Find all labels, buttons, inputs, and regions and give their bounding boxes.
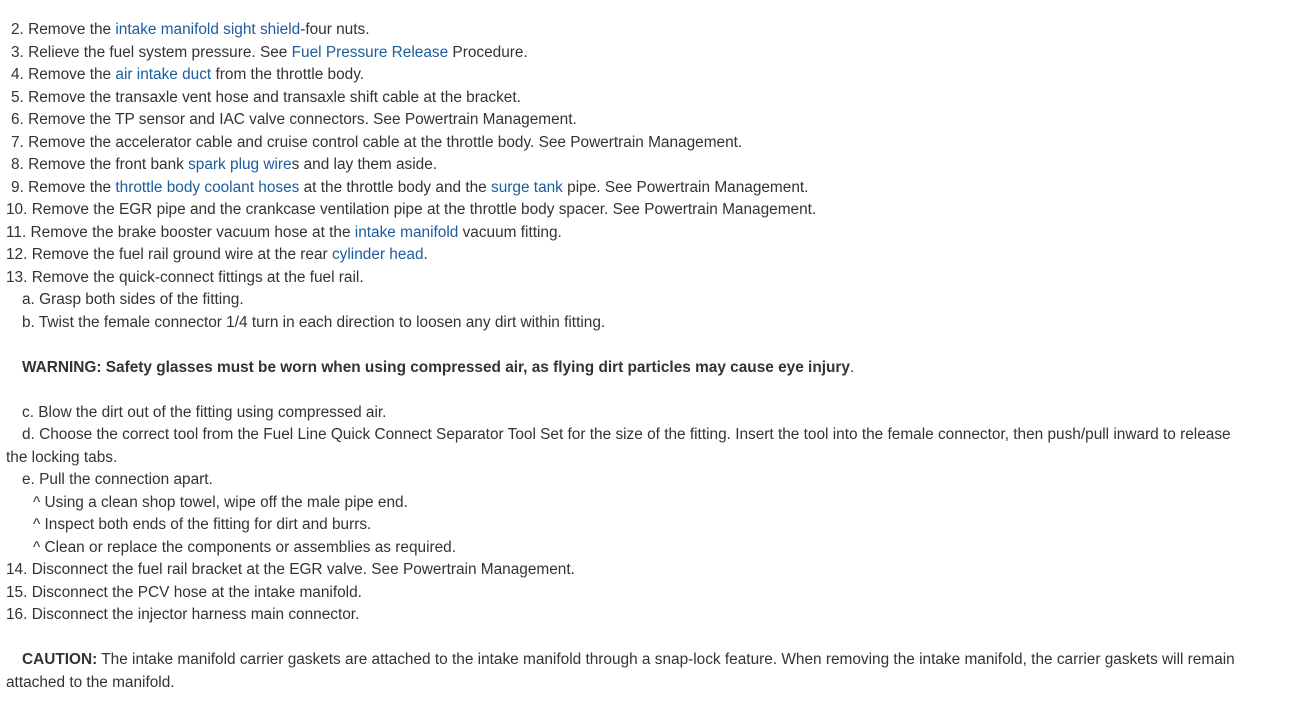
surge-tank-link[interactable]: surge tank xyxy=(491,178,563,196)
step-number: 4. xyxy=(11,66,24,83)
step-text: pipe. See Powertrain Management. xyxy=(562,178,809,196)
step-13 xyxy=(6,267,1240,290)
step-number: 10. xyxy=(6,201,28,218)
step-number: 12. xyxy=(6,246,28,263)
step-text: Remove the EGR pipe and the crankcase ventilation pipe at the throttle body spacer. See Powertrain Management. xyxy=(31,201,817,218)
step-number: 16. xyxy=(6,606,28,623)
substep-13b xyxy=(6,312,1240,335)
warning-note xyxy=(6,357,1240,380)
substep-text: Twist the female connector 1/4 turn in each direction to loosen any dirt within fitting. xyxy=(38,313,606,331)
step-number: 14. xyxy=(6,561,28,578)
step-number: 11. xyxy=(6,223,27,241)
spacer xyxy=(6,379,1240,402)
procedure-document xyxy=(6,19,1240,694)
caution-label: CAUTION: xyxy=(22,651,98,668)
step-number: 13. xyxy=(6,268,28,286)
step-text: Disconnect the injector harness main connector. xyxy=(31,606,360,623)
substep-text: Blow the dirt out of the fitting using compressed air. xyxy=(38,403,387,421)
step-text: Remove the quick-connect fittings at the fuel rail. xyxy=(31,268,364,286)
spark-plug-wire-link[interactable]: spark plug wire xyxy=(188,156,292,173)
substep-text: Pull the connection apart. xyxy=(39,471,213,488)
step-9 xyxy=(6,177,1240,200)
step-text: vacuum fitting. xyxy=(458,223,562,241)
warning-text: WARNING: Safety glasses must be worn when using compressed air, as flying dirt particles may cause eye injury xyxy=(22,358,850,376)
step-text: Remove the brake booster vacuum hose at the xyxy=(30,223,355,241)
fuel-pressure-release-link[interactable]: Fuel Pressure Release xyxy=(291,43,449,61)
cylinder-head-link[interactable]: cylinder head xyxy=(331,246,424,263)
bullet-item-1 xyxy=(6,492,1240,515)
step-number: 2. xyxy=(11,21,24,38)
step-number: 9. xyxy=(11,178,24,196)
intake-manifold-link[interactable]: intake manifold xyxy=(354,223,459,241)
step-11 xyxy=(6,222,1240,245)
substep-letter: d. xyxy=(22,426,35,443)
step-3 xyxy=(6,42,1240,65)
step-2 xyxy=(6,19,1240,42)
step-text: Relieve the fuel system pressure. See xyxy=(28,43,292,61)
substep-letter: a. xyxy=(22,291,35,308)
substep-text: Grasp both sides of the fitting. xyxy=(39,291,244,308)
step-text: s and lay them aside. xyxy=(291,156,438,173)
bullet-text: Clean or replace the components or assemblies as required. xyxy=(44,538,457,556)
substep-letter: b. xyxy=(22,313,35,331)
caution-note xyxy=(6,649,1240,694)
step-text: Remove the xyxy=(28,21,116,38)
step-number: 7. xyxy=(11,133,24,151)
bullet-text: Using a clean shop towel, wipe off the male pipe end. xyxy=(44,493,408,511)
step-text: Remove the TP sensor and IAC valve connectors. See Powertrain Management. xyxy=(28,111,577,128)
step-14 xyxy=(6,559,1240,582)
step-text: Remove the xyxy=(28,66,116,83)
step-text: Remove the front bank xyxy=(28,156,189,173)
step-text: . xyxy=(423,246,428,263)
caret-bullet-icon: ^ xyxy=(33,493,41,511)
step-number: 5. xyxy=(11,88,24,106)
bullet-item-3 xyxy=(6,537,1240,560)
air-intake-duct-link[interactable]: air intake duct xyxy=(115,66,212,83)
step-10 xyxy=(6,199,1240,222)
step-12 xyxy=(6,244,1240,267)
step-text: at the throttle body and the xyxy=(299,178,492,196)
bullet-item-2 xyxy=(6,514,1240,537)
substep-text: Choose the correct tool from the Fuel Line Quick Connect Separator Tool Set for the size of the fitting. Insert the tool into the female connector, then push/pull inward to release the locking tabs. xyxy=(6,426,1231,466)
substep-13a xyxy=(6,289,1240,312)
step-number: 3. xyxy=(11,43,24,61)
step-text: Remove the accelerator cable and cruise control cable at the throttle body. See Powertrain Management. xyxy=(28,133,743,151)
step-text: -four nuts. xyxy=(300,21,370,38)
step-6 xyxy=(6,109,1240,132)
step-4 xyxy=(6,64,1240,87)
step-number: 15. xyxy=(6,583,28,601)
step-16 xyxy=(6,604,1240,627)
step-8 xyxy=(6,154,1240,177)
step-text: Remove the fuel rail ground wire at the rear xyxy=(31,246,332,263)
substep-13e xyxy=(6,469,1240,492)
step-text: Disconnect the PCV hose at the intake manifold. xyxy=(31,583,362,601)
step-number: 8. xyxy=(11,156,24,173)
intake-manifold-sight-shield-link[interactable]: intake manifold sight shield xyxy=(115,21,301,38)
step-text: Disconnect the fuel rail bracket at the EGR valve. See Powertrain Management. xyxy=(31,561,575,578)
substep-letter: e. xyxy=(22,471,35,488)
caret-bullet-icon: ^ xyxy=(33,538,41,556)
warning-period: . xyxy=(849,358,855,376)
throttle-body-coolant-hoses-link[interactable]: throttle body coolant hoses xyxy=(115,178,300,196)
step-7 xyxy=(6,132,1240,155)
spacer xyxy=(6,627,1240,650)
step-5 xyxy=(6,87,1240,110)
substep-letter: c. xyxy=(22,403,34,421)
substep-13c xyxy=(6,402,1240,425)
step-15 xyxy=(6,582,1240,605)
step-text: Procedure. xyxy=(448,43,528,61)
spacer xyxy=(6,334,1240,357)
step-text: Remove the xyxy=(28,178,116,196)
bullet-text: Inspect both ends of the fitting for dirt and burrs. xyxy=(44,516,372,533)
caution-text: The intake manifold carrier gaskets are attached to the intake manifold through a snap-lock feature. When removing the intake manifold, the carrier gaskets will remain attached to the manifold. xyxy=(6,651,1235,691)
step-number: 6. xyxy=(11,111,24,128)
step-text: from the throttle body. xyxy=(211,66,365,83)
step-text: Remove the transaxle vent hose and transaxle shift cable at the bracket. xyxy=(28,88,521,106)
substep-13d xyxy=(6,424,1240,469)
caret-bullet-icon: ^ xyxy=(33,516,41,533)
